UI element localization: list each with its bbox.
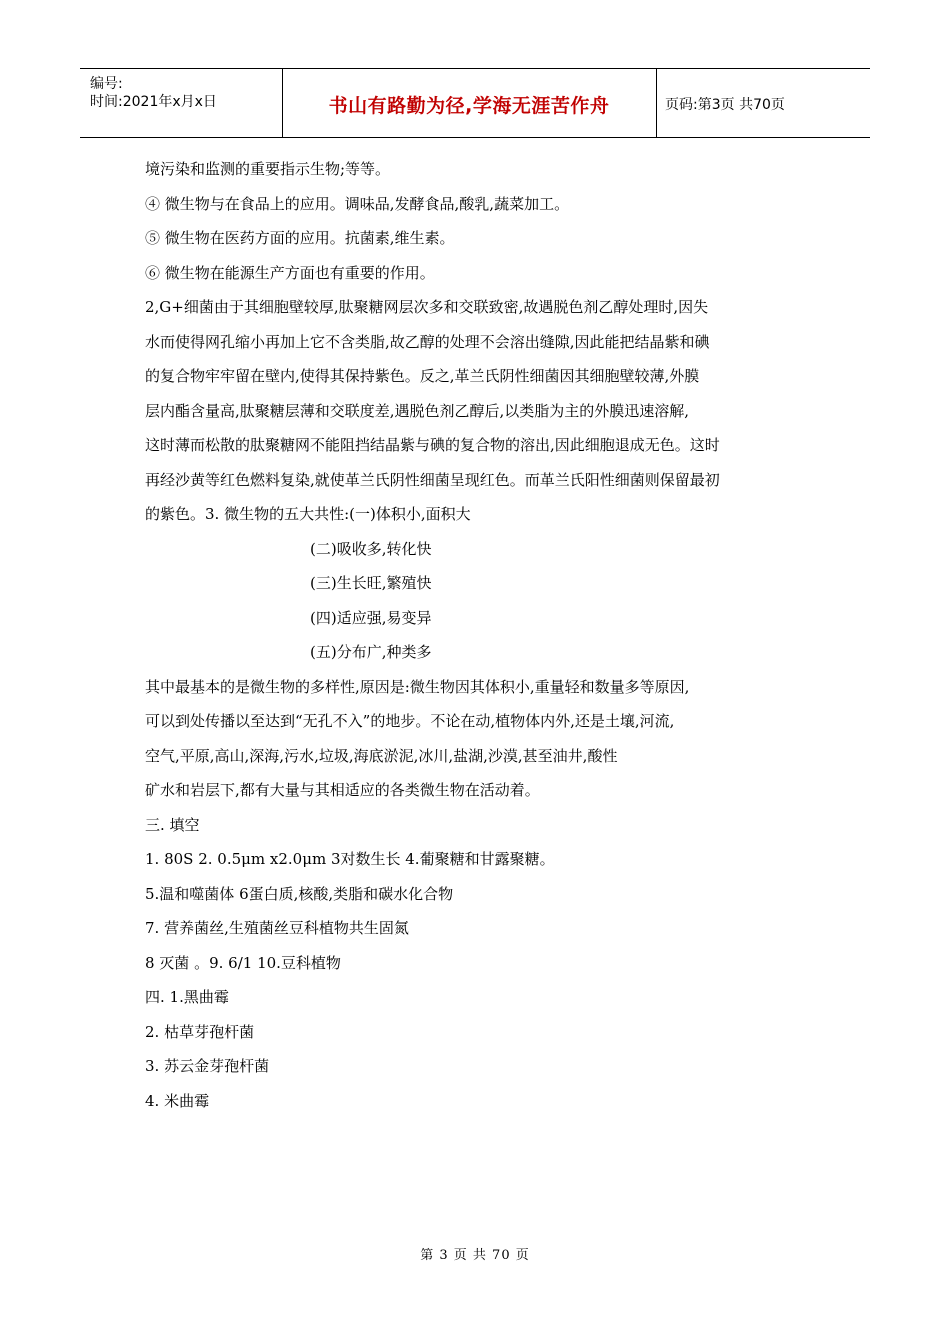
- body-line: ④ 微生物与在食品上的应用。调味品,发酵食品,酸乳,蔬菜加工。: [145, 194, 570, 213]
- body-line: 2,G+细菌由于其细胞壁较厚,肽聚糖网层次多和交联致密,故遇脱色剂乙醇处理时,因失: [145, 298, 709, 316]
- section-heading: 四. 1.黑曲霉: [145, 988, 229, 1006]
- body-line: 再经沙黄等红色燃料复染,就使革兰氏阴性细菌呈现红色。而革兰氏阳性细菌则保留最初: [145, 470, 720, 489]
- body-line: 水而使得网孔缩小再加上它不含类脂,故乙醇的处理不会溶出缝隙,因此能把结晶紫和碘: [145, 332, 710, 351]
- body-line: 境污染和监测的重要指示生物;等等。: [145, 160, 391, 178]
- body-line: 的紫色。3. 微生物的五大共性:(一)体积小,面积大: [145, 505, 471, 523]
- body-line: 空气,平原,高山,深海,污水,垃圾,海底淤泥,冰川,盐湖,沙漠,甚至油井,酸性: [145, 746, 618, 765]
- document-number-label: 编号:: [90, 76, 123, 92]
- header-motto: 书山有路勤为径,学海无涯苦作舟: [328, 95, 610, 117]
- body-line: 7. 营养菌丝,生殖菌丝豆科植物共生固氮: [145, 919, 409, 937]
- body-line: 可以到处传播以至达到“无孔不入”的地步。不论在动,植物体内外,还是土壤,河流,: [145, 712, 675, 730]
- body-line: 5.温和噬菌体 6蛋白质,核酸,类脂和碳水化合物: [145, 884, 454, 903]
- body-line: 8 灭菌 。9. 6/1 10.豆科植物: [145, 953, 341, 972]
- page-header: [80, 68, 870, 138]
- header-page-cell: [656, 69, 870, 137]
- document-date: 时间:2021年x月x日: [90, 94, 217, 110]
- body-line: 3. 苏云金芽孢杆菌: [145, 1057, 270, 1075]
- body-line: 矿水和岩层下,都有大量与其相适应的各类微生物在活动着。: [145, 781, 540, 799]
- body-line: 2. 枯草芽孢杆菌: [145, 1022, 255, 1041]
- body-line: ⑤ 微生物在医药方面的应用。抗菌素,维生素。: [145, 229, 455, 247]
- section-heading: 三. 填空: [145, 815, 200, 834]
- body-line: 的复合物牢牢留在壁内,使得其保持紫色。反之,革兰氏阴性细菌因其细胞壁较薄,外膜: [145, 367, 700, 385]
- body-line-indented: (四)适应强,易变异: [310, 608, 432, 627]
- header-motto-cell: [282, 69, 657, 137]
- body-line: 其中最基本的是微生物的多样性,原因是:微生物因其体积小,重量轻和数量多等原因,: [145, 677, 690, 696]
- body-line: 这时薄而松散的肽聚糖网不能阻挡结晶紫与碘的复合物的溶出,因此细胞退成无色。这时: [145, 436, 720, 454]
- body-line: ⑥ 微生物在能源生产方面也有重要的作用。: [145, 263, 435, 282]
- body-line-indented: (二)吸收多,转化快: [310, 539, 432, 558]
- header-page-info: 页码:第3页 共70页: [665, 97, 785, 113]
- body-line: 1. 80S 2. 0.5μm x2.0μm 3对数生长 4.葡聚糖和甘露聚糖。: [145, 850, 555, 868]
- body-line-indented: (五)分布广,种类多: [310, 643, 432, 661]
- page-footer: 第 3 页 共 70 页: [420, 1248, 530, 1263]
- body-line: 层内酯含量高,肽聚糖层薄和交联度差,遇脱色剂乙醇后,以类脂为主的外膜迅速溶解,: [145, 401, 690, 420]
- body-line: 4. 米曲霉: [145, 1091, 210, 1110]
- body-line-indented: (三)生长旺,繁殖快: [310, 574, 432, 592]
- header-info-cell: [80, 69, 283, 137]
- document-body: [145, 152, 810, 1118]
